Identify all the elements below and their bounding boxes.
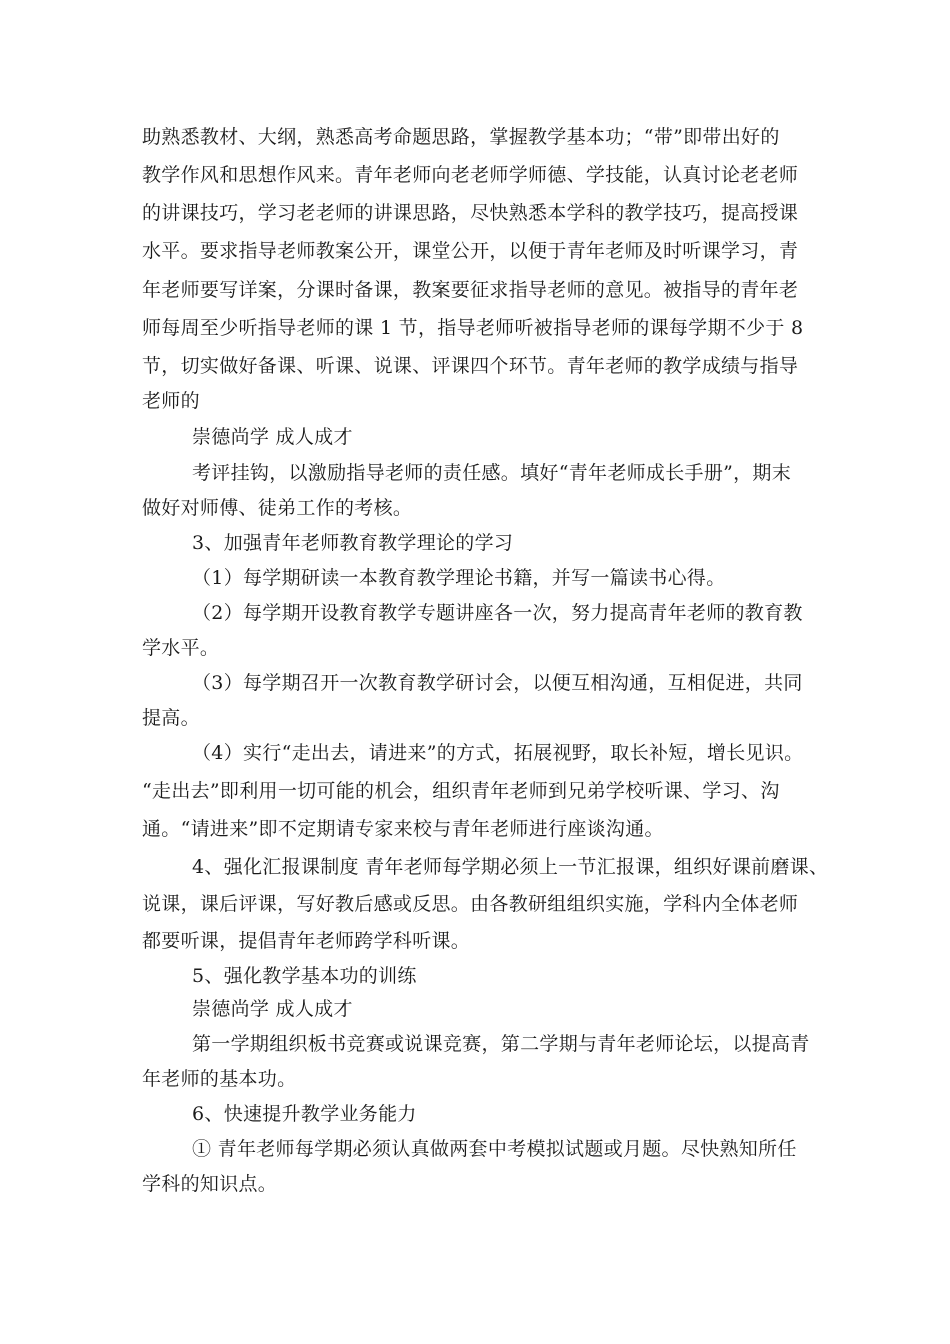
body-text-line: 师每周至少听指导老师的课 1 节，指导老师听被指导老师的课每学期不少于 8: [142, 317, 804, 339]
body-text-line: 说课，课后评课，写好教后感或反思。由各教研组组织实施，学科内全体老师: [142, 893, 799, 915]
body-text-line: 节，切实做好备课、听课、说课、评课四个环节。青年老师的教学成绩与指导: [142, 355, 799, 377]
list-item: （4）实行“走出去，请进来”的方式，拓展视野，取长补短，增长见识。: [192, 742, 804, 764]
body-text-line: 老师的: [142, 390, 200, 412]
list-item: （1）每学期研读一本教育教学理论书籍，并写一篇读书心得。: [192, 567, 726, 589]
body-text-line: 考评挂钩，以激励指导老师的责任感。填好“青年老师成长手册”，期末: [192, 462, 792, 484]
body-text-line: 的讲课技巧，学习老老师的讲课思路，尽快熟悉本学科的教学技巧，提高授课: [142, 202, 799, 224]
page-header-motto: 崇德尚学 成人成才: [192, 426, 353, 448]
body-text-line: 学科的知识点。: [142, 1173, 278, 1195]
section-heading: 4、强化汇报课制度 青年老师每学期必须上一节汇报课，组织好课前磨课、: [192, 856, 829, 878]
body-text-line: 年老师要写详案，分课时备课，教案要征求指导老师的意见。被指导的青年老: [142, 279, 799, 301]
body-text-line: 第一学期组织板书竞赛或说课竞赛，第二学期与青年老师论坛，以提高青: [192, 1033, 810, 1055]
body-text-line: 助熟悉教材、大纲，熟悉高考命题思路，掌握教学基本功；“带”即带出好的: [142, 126, 780, 148]
list-item: ① 青年老师每学期必须认真做两套中考模拟试题或月题。尽快熟知所任: [192, 1138, 797, 1160]
section-heading: 5、强化教学基本功的训练: [192, 965, 417, 987]
body-text-line: 通。“请进来”即不定期请专家来校与青年老师进行座谈沟通。: [142, 818, 664, 840]
body-text-line: 教学作风和思想作风来。青年老师向老老师学师德、学技能，认真讨论老老师: [142, 164, 799, 186]
body-text-line: 学水平。: [142, 637, 220, 659]
page-header-motto: 崇德尚学 成人成才: [192, 998, 353, 1020]
section-heading: 6、快速提升教学业务能力: [192, 1103, 417, 1125]
body-text-line: 做好对师傅、徒弟工作的考核。: [142, 497, 413, 519]
body-text-line: 年老师的基本功。: [142, 1068, 297, 1090]
body-text-line: 水平。要求指导老师教案公开，课堂公开，以便于青年老师及时听课学习，青: [142, 240, 799, 262]
body-text-line: “走出去”即利用一切可能的机会，组织青年老师到兄弟学校听课、学习、沟: [142, 780, 780, 802]
list-item: （3）每学期召开一次教育教学研讨会，以便互相沟通，互相促进，共同: [192, 672, 803, 694]
body-text-line: 提高。: [142, 707, 200, 729]
list-item: （2）每学期开设教育教学专题讲座各一次，努力提高青年老师的教育教: [192, 602, 803, 624]
body-text-line: 都要听课，提倡青年老师跨学科听课。: [142, 930, 471, 952]
section-heading: 3、加强青年老师教育教学理论的学习: [192, 532, 514, 554]
